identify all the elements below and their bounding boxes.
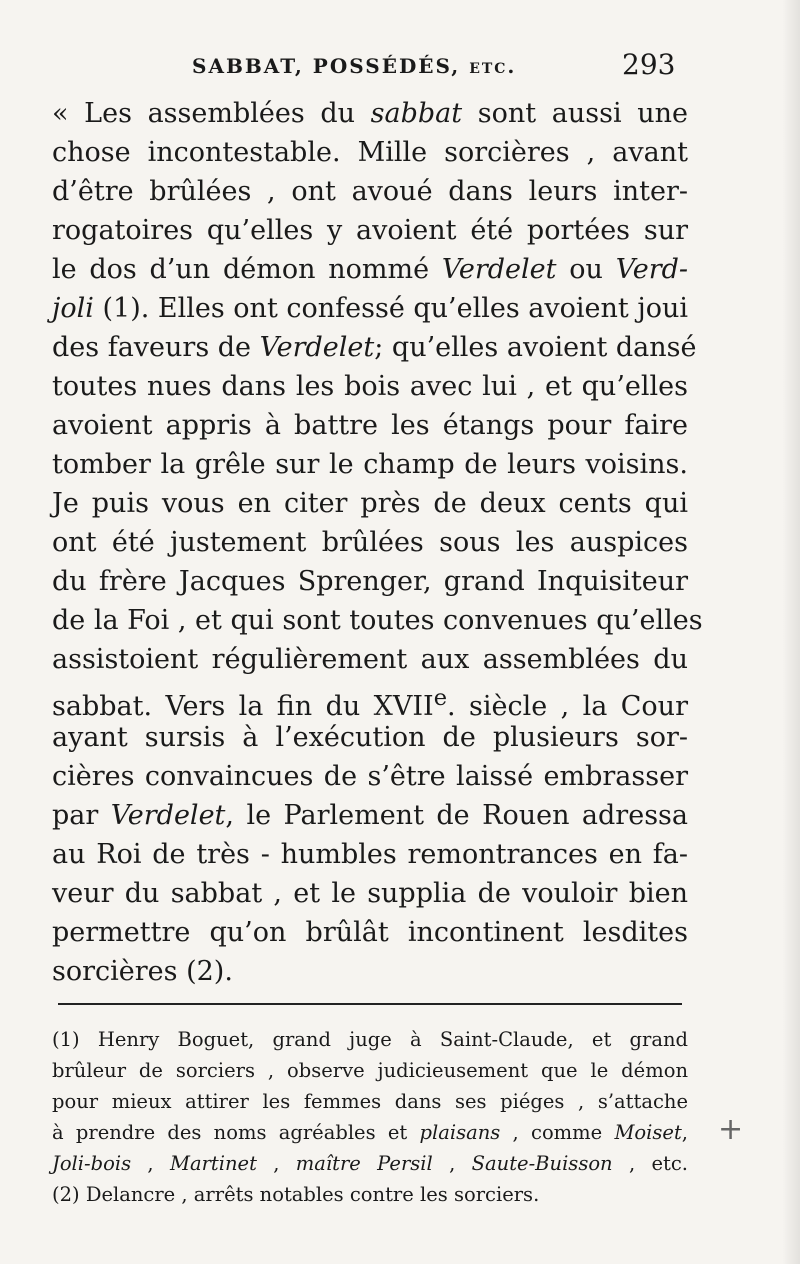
text-line: assistoient régulièrement aux assemblées du <box>52 644 688 675</box>
running-title: SABBAT, POSSÉDÉS, etc. <box>192 54 517 78</box>
page-edge-shadow <box>782 0 800 1264</box>
footnote-divider <box>58 1003 682 1005</box>
text-line: sabbat. Vers la fin du XVIIe. siècle , la Cour <box>52 685 688 722</box>
text-line: « Les assemblées du sabbat sont aussi une <box>52 98 688 129</box>
text-line: de la Foi , et qui sont toutes convenues qu’elles <box>52 605 703 636</box>
footnote-line: brûleur de sorciers , observe judicieusement que le démon <box>52 1059 688 1082</box>
text-line: cières convaincues de s’être laissé embrasser <box>52 761 688 792</box>
text-line: veur du sabbat , et le supplia de vouloir bien <box>52 878 688 909</box>
text-line: tomber la grêle sur le champ de leurs voisins. <box>52 449 688 480</box>
footnote-line: pour mieux attirer les femmes dans ses piéges , s’attache <box>52 1090 688 1113</box>
text-line: des faveurs de Verdelet; qu’elles avoient dansé <box>52 332 697 363</box>
footnote-line: Joli-bois , Martinet , maître Persil , Saute-Buisson , etc. <box>52 1152 688 1175</box>
text-line: toutes nues dans les bois avec lui , et qu’elles <box>52 371 688 402</box>
text-line: avoient appris à battre les étangs pour faire <box>52 410 688 441</box>
text-line: par Verdelet, le Parlement de Rouen adressa <box>52 800 688 831</box>
footnote-line: (2) Delancre , arrêts notables contre les sorciers. <box>52 1183 540 1206</box>
text-line: ont été justement brûlées sous les auspices <box>52 527 688 558</box>
text-line: chose incontestable. Mille sorcières , avant <box>52 137 688 168</box>
text-line: au Roi de très - humbles remontrances en fa- <box>52 839 688 870</box>
text-line: Je puis vous en citer près de deux cents qui <box>52 488 688 519</box>
text-line: d’être brûlées , ont avoué dans leurs inter- <box>52 176 688 207</box>
text-line: le dos d’un démon nommé Verdelet ou Verd- <box>52 254 689 285</box>
text-line: du frère Jacques Sprenger, grand Inquisiteur <box>52 566 688 597</box>
footnote-line: (1) Henry Boguet, grand juge à Saint-Claude, et grand <box>52 1028 688 1051</box>
main-text <box>52 94 703 991</box>
footnotes <box>52 1024 688 1210</box>
page-header <box>0 46 800 86</box>
footnote-line: à prendre des noms agréables et plaisans , comme Moiset, <box>52 1121 688 1144</box>
text-line: ayant sursis à l’exécution de plusieurs sor- <box>52 722 688 753</box>
margin-cross-mark: + <box>718 1112 744 1147</box>
text-line: rogatoires qu’elles y avoient été portées sur <box>52 215 688 246</box>
text-line: permettre qu’on brûlât incontinent lesdites <box>52 917 688 948</box>
page-number: 293 <box>622 48 676 81</box>
text-line: joli (1). Elles ont confessé qu’elles avoient joui <box>52 293 688 324</box>
text-line: sorcières (2). <box>52 956 233 987</box>
